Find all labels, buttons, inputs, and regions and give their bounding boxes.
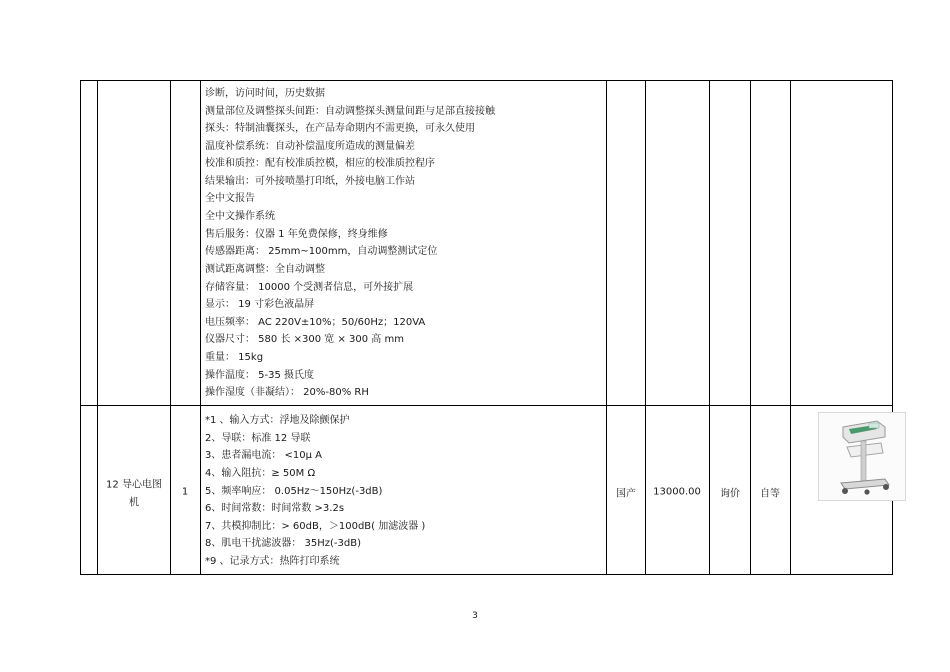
spec-line: 2、导联：标准 12 导联 (205, 433, 311, 444)
item-quantity: 1 (181, 486, 189, 498)
spec-line: 6、时间常数：时间常数 >3.2s (205, 503, 345, 514)
item-name-line2: 机 (129, 497, 139, 509)
col-line-0 (80, 80, 81, 575)
spec-line: 5、频率响应： 0.05Hz～150Hz(-3dB) (205, 486, 383, 497)
spec-line: 重量： 15kg (205, 352, 264, 363)
spec-line: 电压频率： AC 220V±10%；50/60Hz；120VA (205, 317, 426, 328)
spec-line: 3、患者漏电流： <10μ A (205, 450, 323, 461)
item-price: 13000.00 (653, 486, 701, 498)
item-grade: 自等 (760, 488, 780, 500)
spec-line: *9 、记录方式：热阵打印系统 (205, 556, 340, 567)
page-number: 3 (472, 611, 478, 621)
spec-line: 4、输入阻抗：≥ 50M Ω (205, 468, 316, 479)
table-top-border (80, 80, 893, 81)
item-purchase-method: 询价 (720, 488, 740, 500)
spec-line: 温度补偿系统：自动补偿温度所造成的测量偏差 (205, 141, 415, 152)
row-divider (80, 405, 893, 406)
col-line-8 (790, 80, 791, 575)
spec-line: 显示： 19 寸彩色液晶屏 (205, 299, 315, 310)
col-line-7 (750, 80, 751, 575)
spec-line: 操作温度： 5-35 摄氏度 (205, 370, 315, 381)
spec-line: 结果输出：可外接喷墨打印纸，外接电脑工作站 (205, 176, 415, 187)
spec-line: 8、肌电干扰滤波器： 35Hz(-3dB) (205, 538, 362, 549)
spec-line: 测试距离调整：全自动调整 (205, 264, 325, 275)
col-line-3 (200, 80, 201, 575)
spec-line: 全中文操作系统 (205, 211, 275, 222)
spec-line: 校准和质控：配有校准质控模，相应的校准质控程序 (205, 158, 435, 169)
ecg-cart-photo-icon (818, 412, 906, 501)
spec-line: 仪器尺寸： 580 长 ×300 宽 × 300 高 mm (205, 334, 404, 345)
col-line-6 (709, 80, 710, 575)
table-bottom-border (80, 574, 893, 575)
item-origin: 国产 (616, 488, 636, 500)
spec-line: 售后服务：仪器 1 年免费保修，终身维修 (205, 229, 388, 240)
spec-line: 诊断，访问时间，历史数据 (205, 88, 325, 99)
spec-line: 探头：特制油囊探头，在产品寿命期内不需更换，可永久使用 (205, 123, 475, 134)
col-line-1 (97, 80, 98, 575)
spec-line: 存储容量： 10000 个受测者信息，可外接扩展 (205, 282, 414, 293)
spec-line: 全中文报告 (205, 193, 255, 204)
spec-line: 7、共模抑制比：> 60dB，＞100dB( 加滤波器 ) (205, 521, 426, 532)
item-name-line1: 12 导心电图 (106, 479, 162, 491)
col-line-2 (170, 80, 171, 575)
spec-line: 操作湿度（非凝结）： 20%-80% RH (205, 387, 369, 398)
spec-line: 测量部位及调整探头间距：自动调整探头测量间距与足部直接接触 (205, 106, 495, 117)
spec-line: 传感器距离： 25mm~100mm，自动调整测试定位 (205, 246, 438, 257)
spec-line: *1 、输入方式：浮地及除颤保护 (205, 415, 350, 426)
col-line-4 (606, 80, 607, 575)
col-line-5 (645, 80, 646, 575)
